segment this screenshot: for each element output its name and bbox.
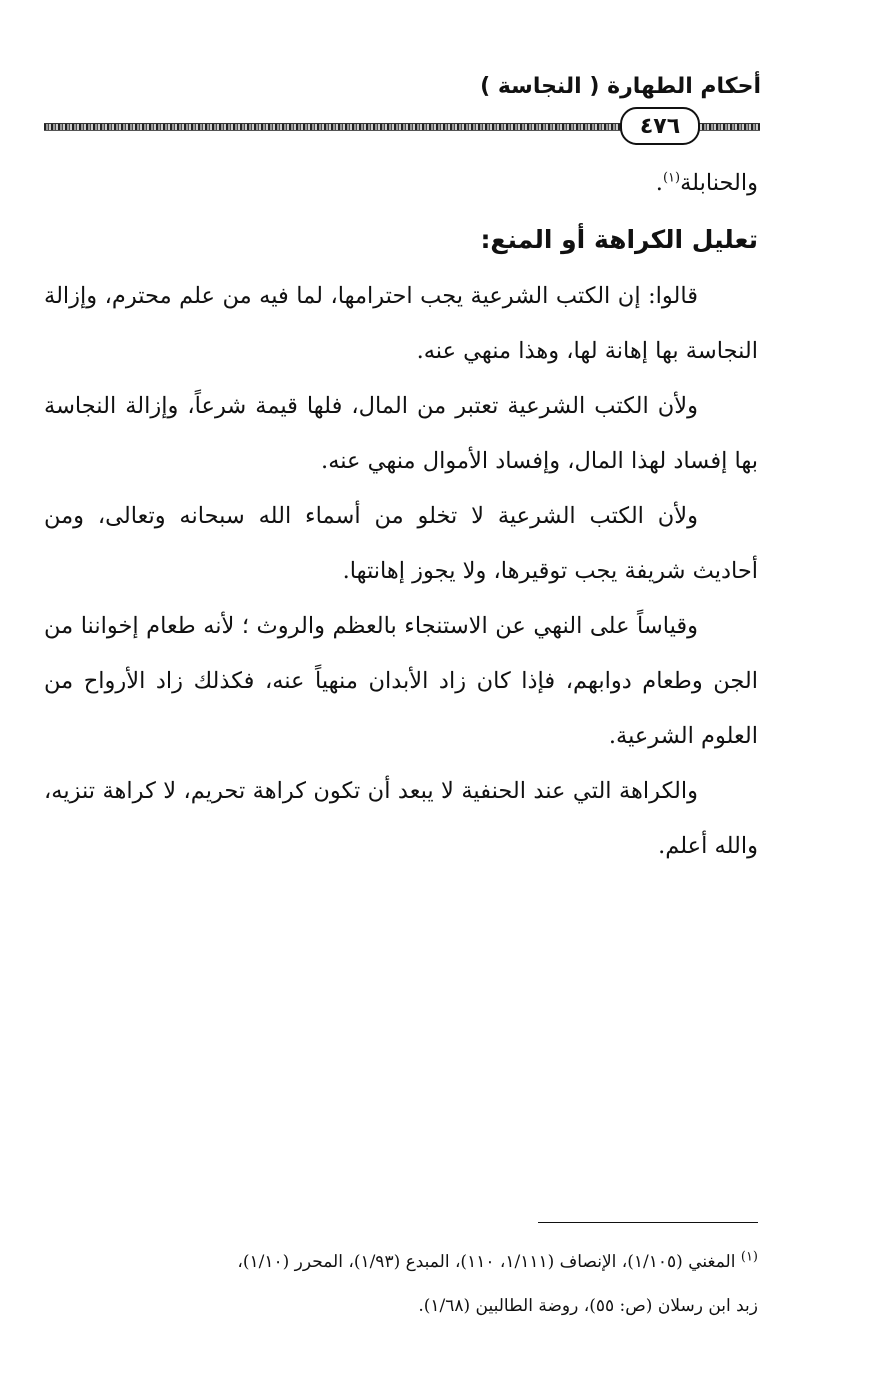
footnotes: [44, 1240, 758, 1328]
running-title: أحكام الطهارة ( النجاسة ): [480, 74, 761, 99]
continuation-line: [44, 156, 758, 211]
footnote-1-line-2: زبد ابن رسلان (ص: ٥٥)، روضة الطالبين (١/٦٨).: [418, 1296, 758, 1316]
continuation-period: .: [655, 170, 663, 196]
footnote-1: [44, 1240, 758, 1284]
footnote-separator: [538, 1222, 758, 1223]
paragraph-5: والكراهة التي عند الحنفية لا يبعد أن تكون كراهة تحريم، لا كراهة تنزيه، والله أعلم.: [44, 778, 758, 859]
paragraph-4: وقياساً على النهي عن الاستنجاء بالعظم والروث ؛ لأنه طعام إخواننا من الجن وطعام دوابهم، فإذا كان زاد الأبدان منهياً عنه، فكذلك زاد الأرواح من العلوم الشرعية.: [44, 613, 758, 749]
section-heading: تعليل الكراهة أو المنع:: [480, 225, 758, 254]
continuation-text: والحنابلة: [680, 170, 758, 196]
paragraph-3: ولأن الكتب الشرعية لا تخلو من أسماء الله سبحانه وتعالى، ومن أحاديث شريفة يجب توقيرها، ولا يجوز إهانتها.: [44, 503, 758, 584]
paragraph-1: قالوا: إن الكتب الشرعية يجب احترامها، لما فيه من علم محترم، وإزالة النجاسة بها إهانة لها، وهذا منهي عنه.: [44, 283, 758, 364]
main-text: [44, 156, 758, 874]
footnote-marker: (١): [740, 1249, 758, 1265]
footnote-1-line-1: المغني (١/١٠٥)، الإنصاف (١/١١١، ١١٠)، المبدع (١/٩٣)، المحرر (١/١٠)،: [237, 1252, 736, 1272]
page-number: ٤٧٦: [620, 107, 700, 145]
paragraph-2: ولأن الكتب الشرعية تعتبر من المال، فلها قيمة شرعاً، وإزالة النجاسة بها إفساد لهذا المال، وإفساد الأموال منهي عنه.: [44, 393, 758, 474]
footnote-reference: (١): [662, 170, 681, 186]
